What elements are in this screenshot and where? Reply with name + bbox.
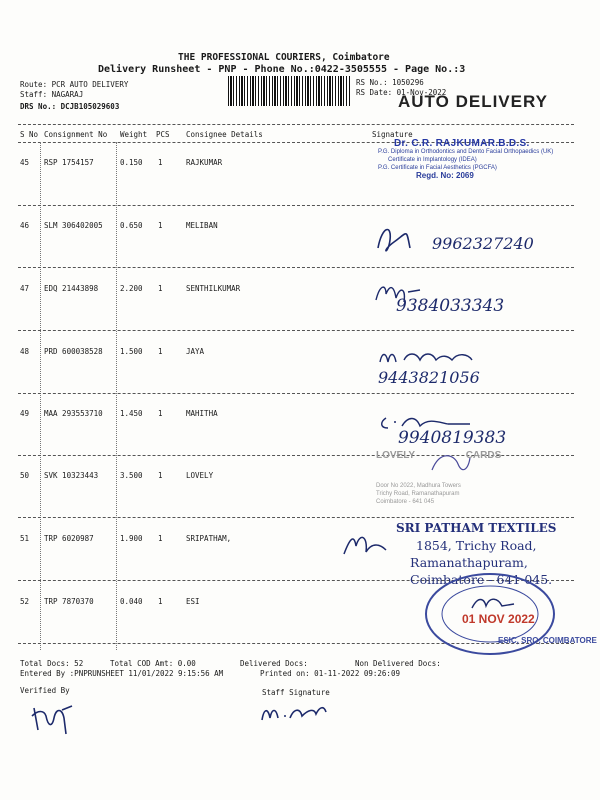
scribble-mark [428,450,472,478]
row-consignment: RSP 1754157 [44,158,94,167]
stamp-ring-text: ESIC, SRO, COIMBATORE [498,636,597,645]
row-pcs: 1 [158,471,163,480]
row-weight: 1.500 [120,347,143,356]
col-consignment: Consignment No [44,130,108,139]
divider [18,330,574,331]
stamp-line: LOVELY CARDS [376,450,502,461]
drs-label: DRS No.: DCJB105029603 [20,102,120,111]
delivered-docs: Delivered Docs: [240,659,308,668]
row-sno: 46 [20,221,30,230]
handwritten-phone: 9962327240 [432,234,534,253]
stamp-line: P.G. Diploma in Orthodontics and Dento Facial Orthopaedics (UK) [378,149,554,155]
row-pcs: 1 [158,284,163,293]
row-weight: 1.900 [120,534,143,543]
row-consignee: SENTHILKUMAR [186,284,241,293]
row-weight: 2.200 [120,284,143,293]
staff-signature-label: Staff Signature [262,688,330,697]
stamp-line: Door No 2022, Madhura Towers [376,483,461,489]
col-weight: Weight [120,130,148,139]
column-guide [40,142,41,650]
stamp-line: Coimbatore - 641 045 [376,499,435,505]
row-consignment: SVK 10323443 [44,471,99,480]
row-consignment: PRD 600038528 [44,347,103,356]
divider [18,205,574,206]
row-consignee: RAJKUMAR [186,158,223,167]
verifier-signature [28,700,78,736]
row-pcs: 1 [158,221,163,230]
non-delivered-docs: Non Delivered Docs: [355,659,441,668]
total-docs: Total Docs: 52 [20,659,84,668]
barcode [228,76,350,106]
stamp-name: Dr. C.R. RAJKUMAR.B.D.S. [394,138,530,149]
row-sno: 47 [20,284,30,293]
row-pcs: 1 [158,347,163,356]
stamp-line: 1854, Trichy Road, [416,538,537,553]
row-sno: 50 [20,471,30,480]
column-guide [116,142,117,650]
row-consignment: SLM 306402005 [44,221,103,230]
divider [18,393,574,394]
row-weight: 0.150 [120,158,143,167]
rs-date: RS Date: 01-Nov-2022 [356,88,447,97]
signature-scribble [376,348,496,370]
row-consignment: MAA 293553710 [44,409,103,418]
signature-scribble [340,528,390,564]
row-weight: 0.040 [120,597,143,606]
row-consignment: EDQ 21443898 [44,284,99,293]
divider [18,124,574,125]
entered-by: Entered By :PNPRUNSHEET 11/01/2022 9:15:56 AM [20,669,224,678]
row-consignee: MELIBAN [186,221,218,230]
rs-no: RS No.: 1050296 [356,78,424,87]
stamp-line: Certificate in Implantology (IDEA) [388,157,477,163]
row-weight: 3.500 [120,471,143,480]
signature-scribble [372,222,416,258]
row-sno: 51 [20,534,30,543]
col-consignee: Consignee Details [186,130,263,139]
row-sno: 49 [20,409,30,418]
row-sno: 45 [20,158,30,167]
total-cod: Total COD Amt: 0.00 [110,659,196,668]
row-consignee: JAYA [186,347,205,356]
verified-by-label: Verified By [20,686,70,695]
stamp-line: P.G. Certificate in Facial Aesthetics (PGCFA) [378,165,497,171]
row-consignee: LOVELY [186,471,214,480]
row-sno: 48 [20,347,30,356]
row-weight: 0.650 [120,221,143,230]
row-consignee: MAHITHA [186,409,218,418]
stamp-date: 01 NOV 2022 [462,612,535,626]
row-pcs: 1 [158,597,163,606]
row-consignment: TRP 7870370 [44,597,94,606]
row-pcs: 1 [158,409,163,418]
handwritten-phone: 9443821056 [378,368,480,387]
col-pcs: PCS [156,130,170,139]
handwritten-phone: 9940819383 [398,428,507,448]
divider [18,517,574,518]
row-consignee: SRIPATHAM, [186,534,232,543]
col-signature: Signature [372,130,413,139]
doctor-stamp [378,140,574,180]
row-consignment: TRP 6020987 [44,534,94,543]
row-weight: 1.450 [120,409,143,418]
row-pcs: 1 [158,534,163,543]
runsheet-title: Delivery Runsheet - PNP - Phone No.:0422-3505555 - Page No.:3 [98,64,466,75]
row-consignee: ESI [186,597,200,606]
row-sno: 52 [20,597,30,606]
auto-delivery-stamp: AUTO DELIVERY [398,92,548,111]
signature-scribble [468,594,518,614]
company-title: THE PROFESSIONAL COURIERS, Coimbatore [178,52,390,63]
stamp-line: Regd. No: 2069 [416,171,474,180]
col-sno: S No [20,130,39,139]
staff-label: Staff: NAGARAJ [20,90,84,99]
staff-signature [258,700,330,726]
printed-on: Printed on: 01-11-2022 09:26:09 [260,669,400,678]
stamp-line: Coimbatore - 641 045. [410,572,553,587]
stamp-line: Ramanathapuram, [410,555,528,570]
route-label: Route: PCR AUTO DELIVERY [20,80,129,89]
divider [18,267,574,268]
row-pcs: 1 [158,158,163,167]
handwritten-phone: 9384033343 [396,296,505,316]
stamp-line: SRI PATHAM TEXTILES [396,521,557,535]
stamp-line: Trichy Road, Ramanathapuram [376,491,460,497]
